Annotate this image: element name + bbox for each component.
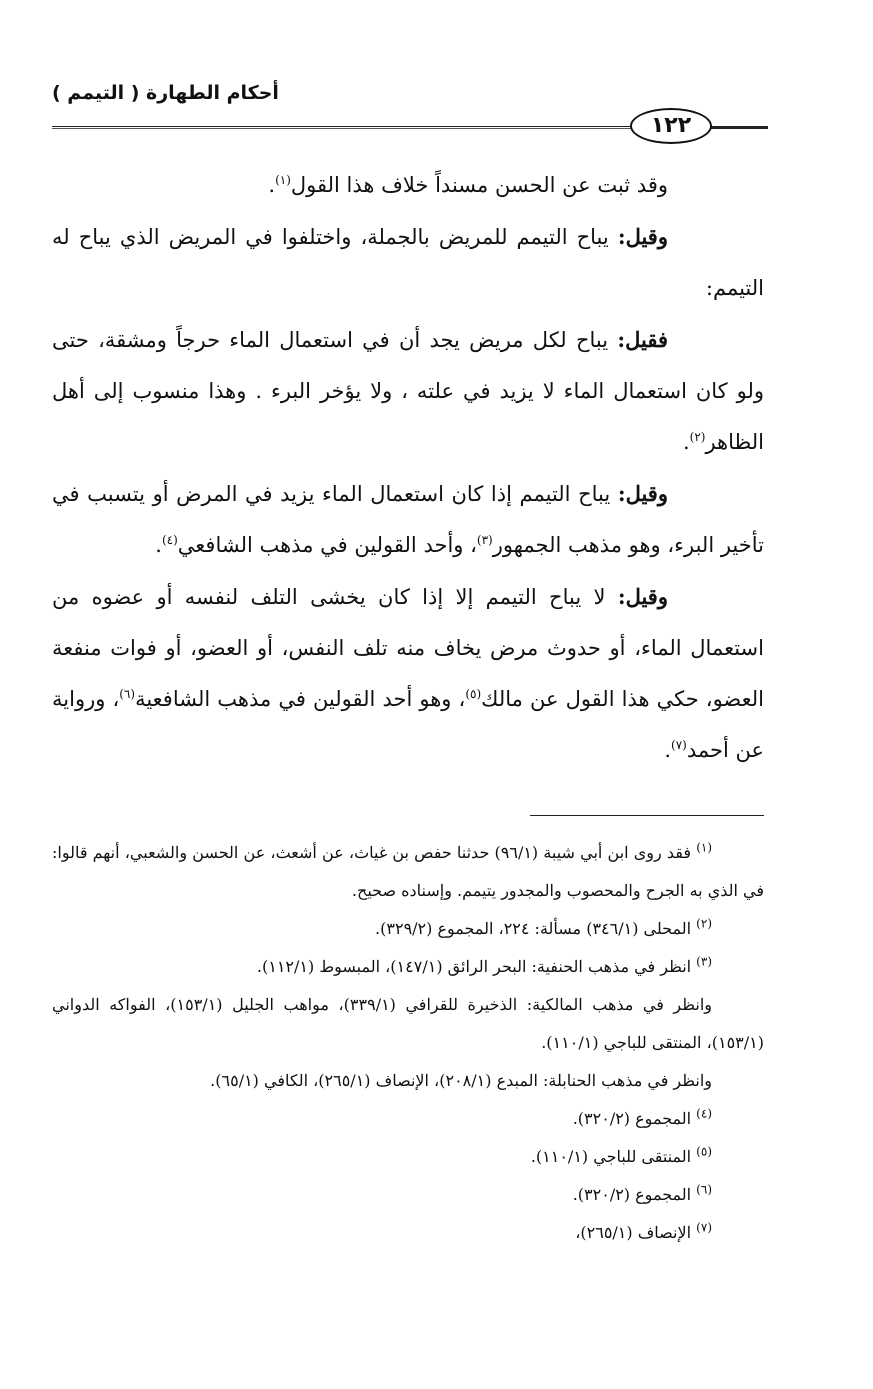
paragraph-5-text-c: ، ورواية عن أحمد — [52, 687, 764, 762]
paragraph-1 — [52, 160, 764, 211]
footnote-4 — [52, 1100, 764, 1138]
footnote-3 — [52, 948, 764, 986]
footnote-ref-6: (٦) — [119, 687, 136, 701]
paragraph-1-text: وقد ثبت عن الحسن مسنداً خلاف هذا القول — [290, 173, 668, 197]
footnote-2-text: المحلى (٣٤٦/١) مسألة: ٢٢٤، المجموع (٣٢٩/٢). — [375, 919, 697, 938]
footnote-7-marker: (٧) — [696, 1220, 712, 1235]
footnote-3-maliki: وانظر في مذهب المالكية: الذخيرة للقرافي (٣٣٩/١)، مواهب الجليل (١٥٣/١)، الفواكه الدواني (١٥٣/١)، المنتقى للباجي (١١٠/١). — [52, 995, 764, 1052]
footnote-ref-7: (٧) — [671, 738, 687, 752]
paragraph-5-label: وقيل: — [617, 584, 668, 609]
footnote-6 — [52, 1176, 764, 1214]
footnote-3-marker: (٣) — [696, 954, 712, 969]
paragraph-2-label: وقيل: — [617, 224, 668, 249]
main-text — [52, 160, 764, 776]
paragraph-5 — [52, 571, 764, 776]
footnote-ref-3: (٣) — [476, 533, 493, 547]
footnote-6-marker: (٦) — [696, 1182, 712, 1197]
footnote-ref-5: (٥) — [465, 687, 482, 701]
footnote-3-text: انظر في مذهب الحنفية: البحر الرائق (١٤٧/١)، المبسوط (١١٢/١). — [256, 957, 697, 976]
running-title: أحكام الطهارة ( التيمم ) — [52, 82, 279, 104]
paragraph-4-end: . — [155, 533, 162, 557]
paragraph-1-end: . — [268, 173, 276, 197]
footnote-3-hanbali: وانظر في مذهب الحنابلة: المبدع (٢٠٨/١)، الإنصاف (٢٦٥/١)، الكافي (٦٥/١). — [210, 1071, 712, 1090]
paragraph-4-text-a: يباح التيمم إذا كان استعمال الماء يزيد في المرض أو يتسبب في تأخير البرء، وهو مذهب الجمهور — [52, 482, 764, 557]
paragraph-3-label: فقيل: — [617, 327, 668, 352]
footnote-5 — [52, 1138, 764, 1176]
header-rule — [52, 126, 637, 129]
footnotes — [52, 834, 764, 1252]
footnote-ref-1: (١) — [275, 173, 291, 187]
footnote-ref-4: (٤) — [161, 533, 178, 547]
footnote-7-text: الإنصاف (٢٦٥/١)، — [575, 1223, 697, 1242]
page-number: ١٢٢ — [630, 108, 712, 144]
paragraph-5-text-a: لا يباح التيمم إلا إذا كان يخشى التلف لنفسه أو عضوه من استعمال الماء، أو حدوث مرض يخاف منه تلف النفس، أو العضو، أو فوات منفعة العضو، حكي هذا القول عن مالك — [52, 585, 764, 711]
footnote-1-marker: (١) — [696, 840, 713, 855]
footnote-1 — [52, 834, 764, 910]
footnote-6-text: المجموع (٣٢٠/٢). — [572, 1185, 697, 1204]
footnote-2 — [52, 910, 764, 948]
paragraph-4-label: وقيل: — [617, 481, 668, 506]
footnote-4-marker: (٤) — [696, 1106, 712, 1121]
footnote-5-text: المنتقى للباجي (١١٠/١). — [530, 1147, 697, 1166]
paragraph-2-text: يباح التيمم للمريض بالجملة، واختلفوا في المريض الذي يباح له التيمم: — [52, 225, 764, 300]
footnote-2-marker: (٢) — [696, 916, 712, 931]
footnote-ref-2: (٢) — [689, 430, 706, 444]
footnote-7 — [52, 1214, 764, 1252]
paragraph-5-text-b: ، وهو أحد القولين في مذهب الشافعية — [135, 687, 466, 711]
footnote-4-text: المجموع (٣٢٠/٢). — [572, 1109, 697, 1128]
footnote-separator — [530, 815, 764, 816]
footnote-1-text: فقد روى ابن أبي شيبة (٩٦/١) حدثنا حفص بن غياث، عن أشعث، عن الحسن والشعبي، أنهم قالوا: في الذي به الجرح والمحصوب والمجدور يتيمم. وإسناده صحيح. — [52, 843, 764, 900]
paragraph-4 — [52, 468, 764, 571]
footnote-5-marker: (٥) — [696, 1144, 712, 1159]
paragraph-4-text-b: ، وأحد القولين في مذهب الشافعي — [177, 533, 477, 557]
paragraph-3-end: . — [682, 430, 690, 454]
paragraph-2 — [52, 211, 764, 314]
paragraph-3-text: يباح لكل مريض يجد أن في استعمال الماء حرجاً ومشقة، حتى ولو كان استعمال الماء لا يزيد في علته ، ولا يؤخر البرء . وهذا منسوب إلى أهل الظاهر — [52, 328, 764, 454]
paragraph-3 — [52, 314, 764, 468]
paragraph-5-end: . — [664, 738, 671, 762]
